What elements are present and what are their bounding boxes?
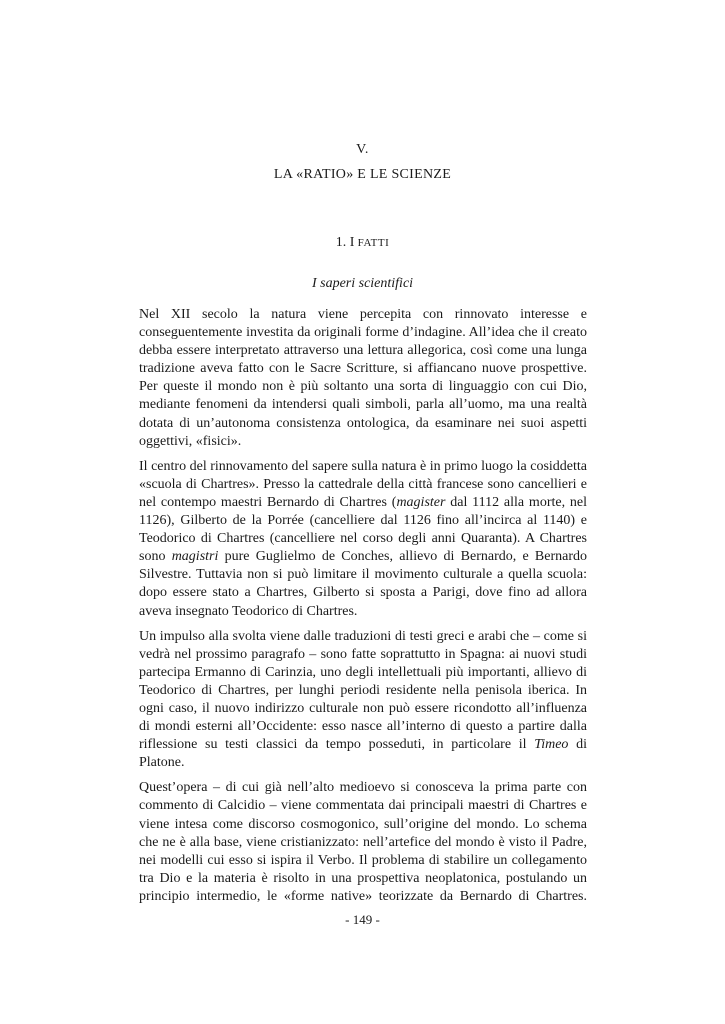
paragraph-4: [139, 779, 587, 906]
body-text: [139, 306, 587, 913]
paragraph-2-italic-b: magistri: [171, 549, 219, 565]
paragraph-3-text-b: di Platone.: [139, 737, 588, 771]
paragraph-1-text: Nel XII secolo la natura viene percepita con rinnovato interesse e conseguentemente investita da originali forme d’indagine. All’idea che il creato debba essere interpretato attraverso una lettura allegorica, così come una lunga tradizione aveva fatto con le Sacre Scritture, si affiancano nuove prospettive. Per queste il mondo non è più soltanto una sorta di linguaggio con cui Dio, mediante fenomeni da intendersi quali simboli, parla all’uomo, ma una realtà dotata di un’autonoma consistenza ontologica, da esaminare nei suoi aspetti oggettivi, «fisici».: [139, 307, 587, 449]
chapter-title: LA «RATIO» E LE SCIENZE: [273, 167, 452, 182]
paragraph-2-text-b: dal 1112 alla morte, nel 1126), Gilberto de la Porrée (cancelliere dal 1126 fino all’incirca al 1140) e Teodorico di Chartres (cancelliere nel corso degli anni Quaranta). A Chartres sono: [139, 494, 588, 565]
paragraph-1: [139, 306, 587, 451]
paragraph-4-text: Quest’opera – di cui già nell’alto medioevo si conosceva la prima parte con commento di Calcidio – viene commentata dai principali maestri di Chartres e viene intesa come discorso cosmogonico, sull’origine del mondo. Lo schema che ne è alla base, viene cristianizzato: nell’artefice del mondo è visto il Padre, nei modelli cui esso si ispira il Verbo. Il problema di stabilire un collegamento tra Dio e la materia è risolto in una prospettiva neoplatonica, postulando un principio intermedio, le «forme native» teorizzate da Bernardo di Chartres.: [139, 780, 587, 904]
section-heading: [0, 235, 725, 251]
paragraph-2-italic-a: magister: [396, 494, 446, 510]
paragraph-2-text-c: pure Guglielmo de Conches, allievo di Bernardo, e Bernardo Silvestre. Tuttavia non si può limitare il movimento culturale a quella scuola: dopo essere stato a Chartres, Gilberto si sposta a Parigi, dove fino ad allora aveva insegnato Teodorico di Chartres.: [139, 549, 587, 619]
section-title-initial: I: [349, 235, 355, 250]
paragraph-3: [139, 628, 587, 773]
section-title-rest: FATTI: [354, 237, 390, 249]
chapter-number: V.: [356, 142, 369, 157]
page-number: - 149 -: [345, 912, 380, 927]
section-number: 1.: [335, 235, 350, 250]
paragraph-2: [139, 458, 587, 621]
paragraph-2-text-a: Il centro del rinnovamento del sapere sulla natura è in primo luogo la cosiddetta «scuola di Chartres». Presso la cattedrale della città francese sono cancellieri e nel contempo maestri Bernardo di Chartres (: [139, 458, 587, 510]
subsection-heading: I saperi scientifici: [311, 276, 414, 291]
paragraph-3-text-a: Un impulso alla svolta viene dalle traduzioni di testi greci e arabi che – come si vedrà nel prossimo paragrafo – sono fatte soprattutto in Spagna: ai nuovi studi partecipa Ermanno di Carinzia, uno degli intellettuali più importanti, allievo di Teodorico di Chartres, per lunghi periodi residente nella penisola iberica. In ogni caso, il nuovo indirizzo culturale non può essere ricondotto all’influenza di mondi esterni all’Occidente: esso nasce all’interno di questo a partire dalla riflessione su testi classici da tempo posseduti, in particolare il: [139, 628, 587, 753]
paragraph-3-italic-a: Timeo: [534, 737, 569, 753]
